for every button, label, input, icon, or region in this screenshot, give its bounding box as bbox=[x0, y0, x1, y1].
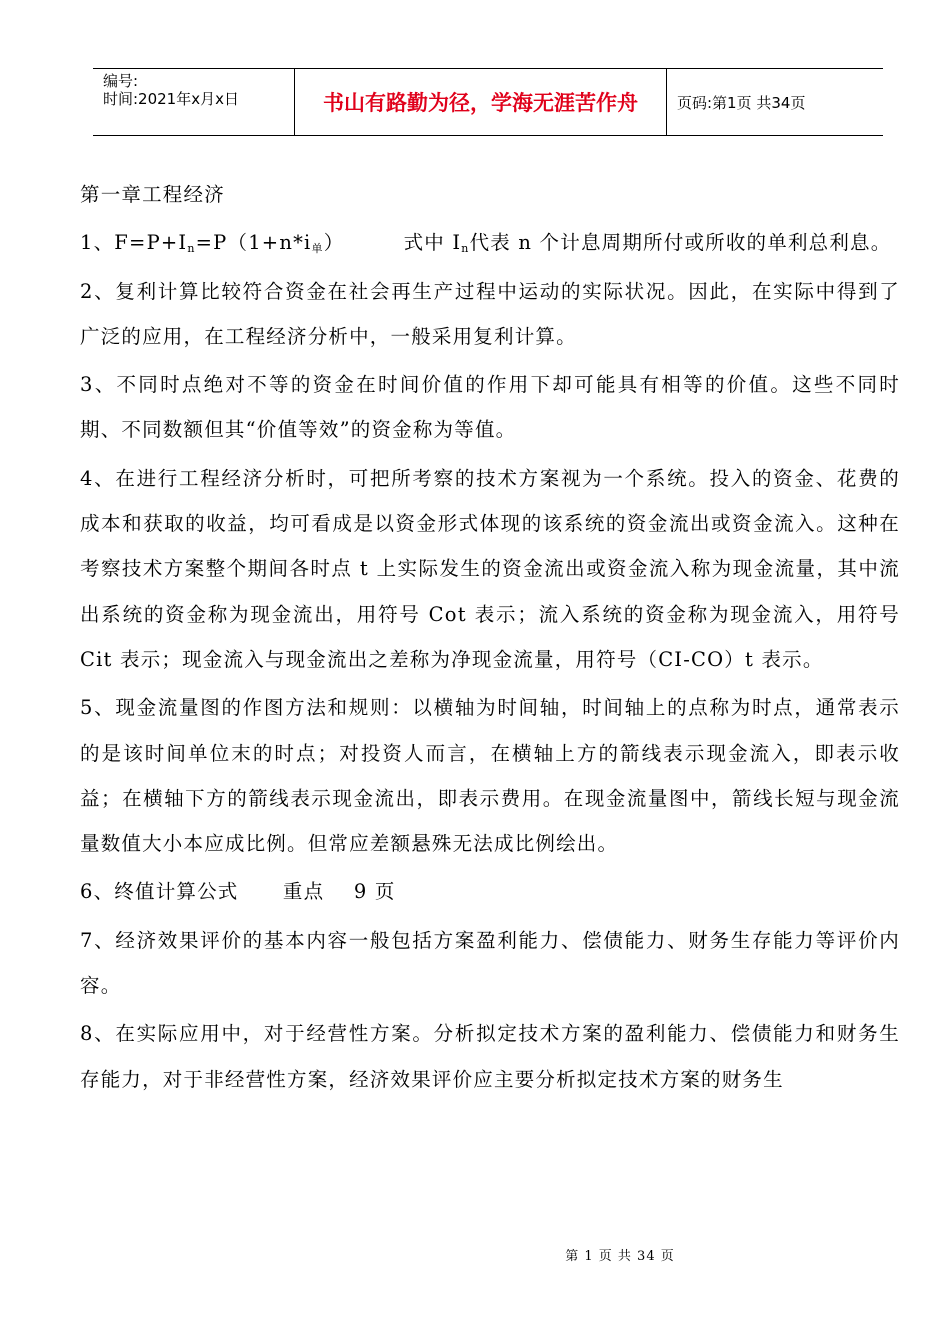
page-footer: 第 1 页 共 34 页 bbox=[565, 1249, 675, 1264]
paragraph-3: 3、不同时点绝对不等的资金在时间价值的作用下却可能具有相等的价值。这些不同时期、不同数额但其“价值等效”的资金称为等值。 bbox=[80, 373, 900, 442]
document-body bbox=[80, 172, 900, 1105]
paragraph-6: 6、终值计算公式 重点 9 页 bbox=[80, 880, 396, 904]
header-motto: 书山有路勤为径，学海无涯苦作舟 bbox=[295, 69, 667, 135]
paragraph-1: 1、$F=P+I_n=P(1+n*i_单)$ 式中 $I_n$代表 n 个计息周期所付或所收的单利总利息。 bbox=[80, 231, 892, 256]
paragraph-8: 8、在实际应用中，对于经营性方案。分析拟定技术方案的盈利能力、偿债能力和财务生存能力，对于非经营性方案，经济效果评价应主要分析拟定技术方案的财务生 bbox=[80, 1022, 900, 1091]
page-header bbox=[93, 68, 883, 136]
paragraph-7: 7、经济效果评价的基本内容一般包括方案盈利能力、偿债能力、财务生存能力等评价内容。 bbox=[80, 928, 900, 998]
paragraph-5: 5、现金流量图的作图方法和规则：以横轴为时间轴，时间轴上的点称为时点，通常表示的是该时间单位末的时点；对投资人而言，在横轴上方的箭线表示现金流入，即表示收益；在横轴下方的箭线表示现金流出，即表示费用。在现金流量图中，箭线长短与现金流量数值大小本应成比例。但常应差额悬殊无法成比例绘出。 bbox=[80, 696, 900, 856]
chapter-title: 第一章工程经济 bbox=[80, 183, 225, 206]
header-page-number: 页码:第1页 共34页 bbox=[677, 93, 806, 112]
document-time: 时间:2021年x月x日 bbox=[103, 90, 239, 108]
paragraph-2: 2、复利计算比较符合资金在社会再生产过程中运动的实际状况。因此，在实际中得到了广泛的应用，在工程经济分析中，一般采用复利计算。 bbox=[80, 279, 900, 348]
document-number-label: 编号: bbox=[103, 72, 139, 90]
paragraph-4: 4、在进行工程经济分析时，可把所考察的技术方案视为一个系统。投入的资金、花费的成本和获取的收益，均可看成是以资金形式体现的该系统的资金流出或资金流入。这种在考察技术方案整个期间各时点 t 上实际发生的资金流出或资金流入称为现金流量，其中流出系统的资金称为现金流出，用符号 Cot 表示；流入系统的资金称为现金流入，用符号 Cit 表示；现金流入与现金流出之差称为净现金流量，用符号（CI-CO）t 表示。 bbox=[80, 466, 900, 671]
header-meta bbox=[93, 69, 295, 135]
